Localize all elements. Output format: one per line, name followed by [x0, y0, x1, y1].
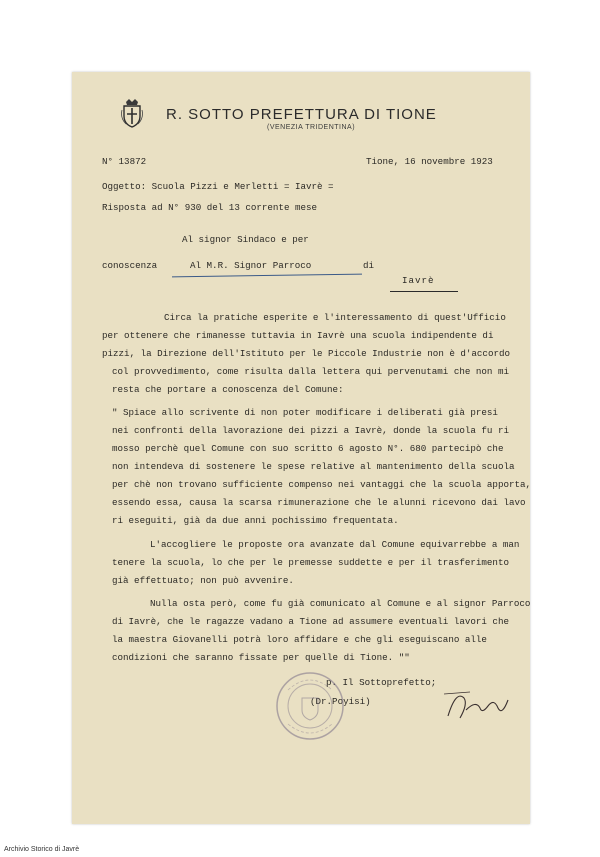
office-subtitle: (VENEZIA TRIDENTINA) — [267, 124, 356, 131]
body-line: " Spiace allo scrivente di non poter modificare i deliberati già presi — [112, 407, 498, 418]
body-line: Nulla osta però, come fu già comunicato al Comune e al signor Parroco — [150, 598, 531, 609]
office-title: R. SOTTO PREFETTURA DI TIONE — [166, 106, 437, 123]
conoscenza-label: conoscenza — [102, 260, 158, 271]
recipient-mayor: Al signor Sindaco e per — [182, 234, 309, 245]
signoff-line: p. Il Sottoprefetto; — [326, 677, 437, 688]
body-line: L'accogliere le proposte ora avanzate dal Comune equivarrebbe a man — [150, 539, 520, 550]
body-line: nei confronti della lavorazione dei pizzi a Iavrè, donde la scuola fu ri — [112, 425, 509, 436]
body-line: non intendeva di sostenere le spese relative al mantenimento della scuola — [112, 461, 515, 472]
body-line: per chè non trovano sufficiente compenso nei vantaggi che la scuola apporta, — [112, 479, 532, 490]
body-line: pizzi, la Direzione dell'Istituto per le Piccole Industrie non è d'accordo — [102, 348, 510, 359]
body-line: tenere la scuola, lo che per le premesse suddette e per il trasferimento — [112, 557, 509, 568]
place-date: Tione, 16 novembre 1923 — [366, 156, 493, 167]
reply-reference: Risposta ad N° 930 del 13 corrente mese — [102, 202, 318, 213]
body-line: di Iavrè, che le ragazze vadano a Tione ad assumere eventuali lavori che — [112, 616, 509, 627]
body-line: essendo essa, causa la scarsa rimunerazione che le alunni ricevono dai lavo — [112, 497, 526, 508]
body-line: col provvedimento, come risulta dalla lettera qui pervenutami che non mi — [112, 366, 509, 377]
body-line: mosso perchè quel Comune con suo scritto 6 agosto N°. 680 partecipò che — [112, 443, 504, 454]
royal-crest-icon — [120, 98, 144, 128]
signoff-name: (Dr.Poyisi) — [310, 696, 371, 707]
body-line: ri eseguiti, già da due anni pochissimo frequentata. — [112, 515, 399, 526]
body-line: condizioni che saranno fissate per quelle di Tione. "" — [112, 652, 410, 663]
body-line: per ottenere che rimanesse tuttavia in Iavrè una scuola indipendente di — [102, 330, 494, 341]
underline-dark — [390, 291, 458, 292]
recipient-place: Iavrè — [402, 275, 435, 286]
underline-blue — [172, 274, 362, 278]
recipient-parroco: Al M.R. Signor Parroco — [190, 260, 312, 271]
body-line: la maestra Giovanelli potrà loro affidare e che gli eseguiscano alle — [112, 634, 487, 645]
archive-credit: Archivio Storico di Javrè — [4, 846, 80, 853]
body-line: Circa la pratiche esperite e l'interessamento di quest'Ufficio — [164, 312, 506, 323]
official-stamp-seal — [274, 670, 346, 742]
subject-line: Oggetto: Scuola Pizzi e Merletti = Iavrè = — [102, 181, 334, 192]
body-line: già effettuato; non può avvenire. — [112, 575, 294, 586]
letter-paper — [72, 72, 530, 824]
protocol-number: N° 13872 — [102, 156, 147, 167]
body-line: resta che portare a conoscenza del Comune: — [112, 384, 344, 395]
handwritten-signature — [442, 686, 512, 726]
recipient-di: di — [363, 260, 375, 271]
